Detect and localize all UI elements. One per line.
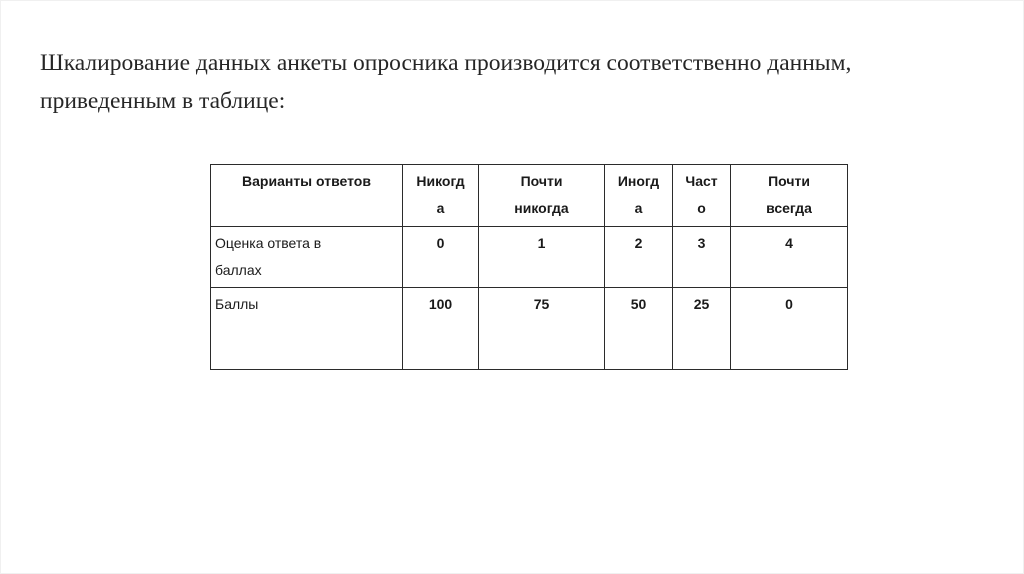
header-cell-sometimes: Иногд а — [605, 165, 673, 227]
header-cell-almost-always: Почти всегда — [731, 165, 848, 227]
scoring-table — [210, 164, 848, 370]
header-cell-almost-never: Почти никогда — [479, 165, 605, 227]
row-label-answer-score: Оценка ответа в баллах — [211, 227, 403, 288]
intro-paragraph: Шкалирование данных анкеты опросника производится соответственно данным, приведенным в таблице: — [40, 50, 852, 114]
table-cell: 0 — [731, 288, 848, 370]
table-cell: 75 — [479, 288, 605, 370]
table-header-row — [211, 165, 848, 227]
table-cell: 50 — [605, 288, 673, 370]
table-cell: 100 — [403, 288, 479, 370]
table-cell: 3 — [673, 227, 731, 288]
table-cell: 1 — [479, 227, 605, 288]
table-row — [211, 227, 848, 288]
header-cell-often: Част о — [673, 165, 731, 227]
header-cell-answer-options: Варианты ответов — [211, 165, 403, 227]
row-label-points: Баллы — [211, 288, 403, 370]
table-cell: 4 — [731, 227, 848, 288]
table-cell: 0 — [403, 227, 479, 288]
table-row — [211, 288, 848, 370]
table-cell: 2 — [605, 227, 673, 288]
table-cell: 25 — [673, 288, 731, 370]
header-cell-never: Никогд а — [403, 165, 479, 227]
